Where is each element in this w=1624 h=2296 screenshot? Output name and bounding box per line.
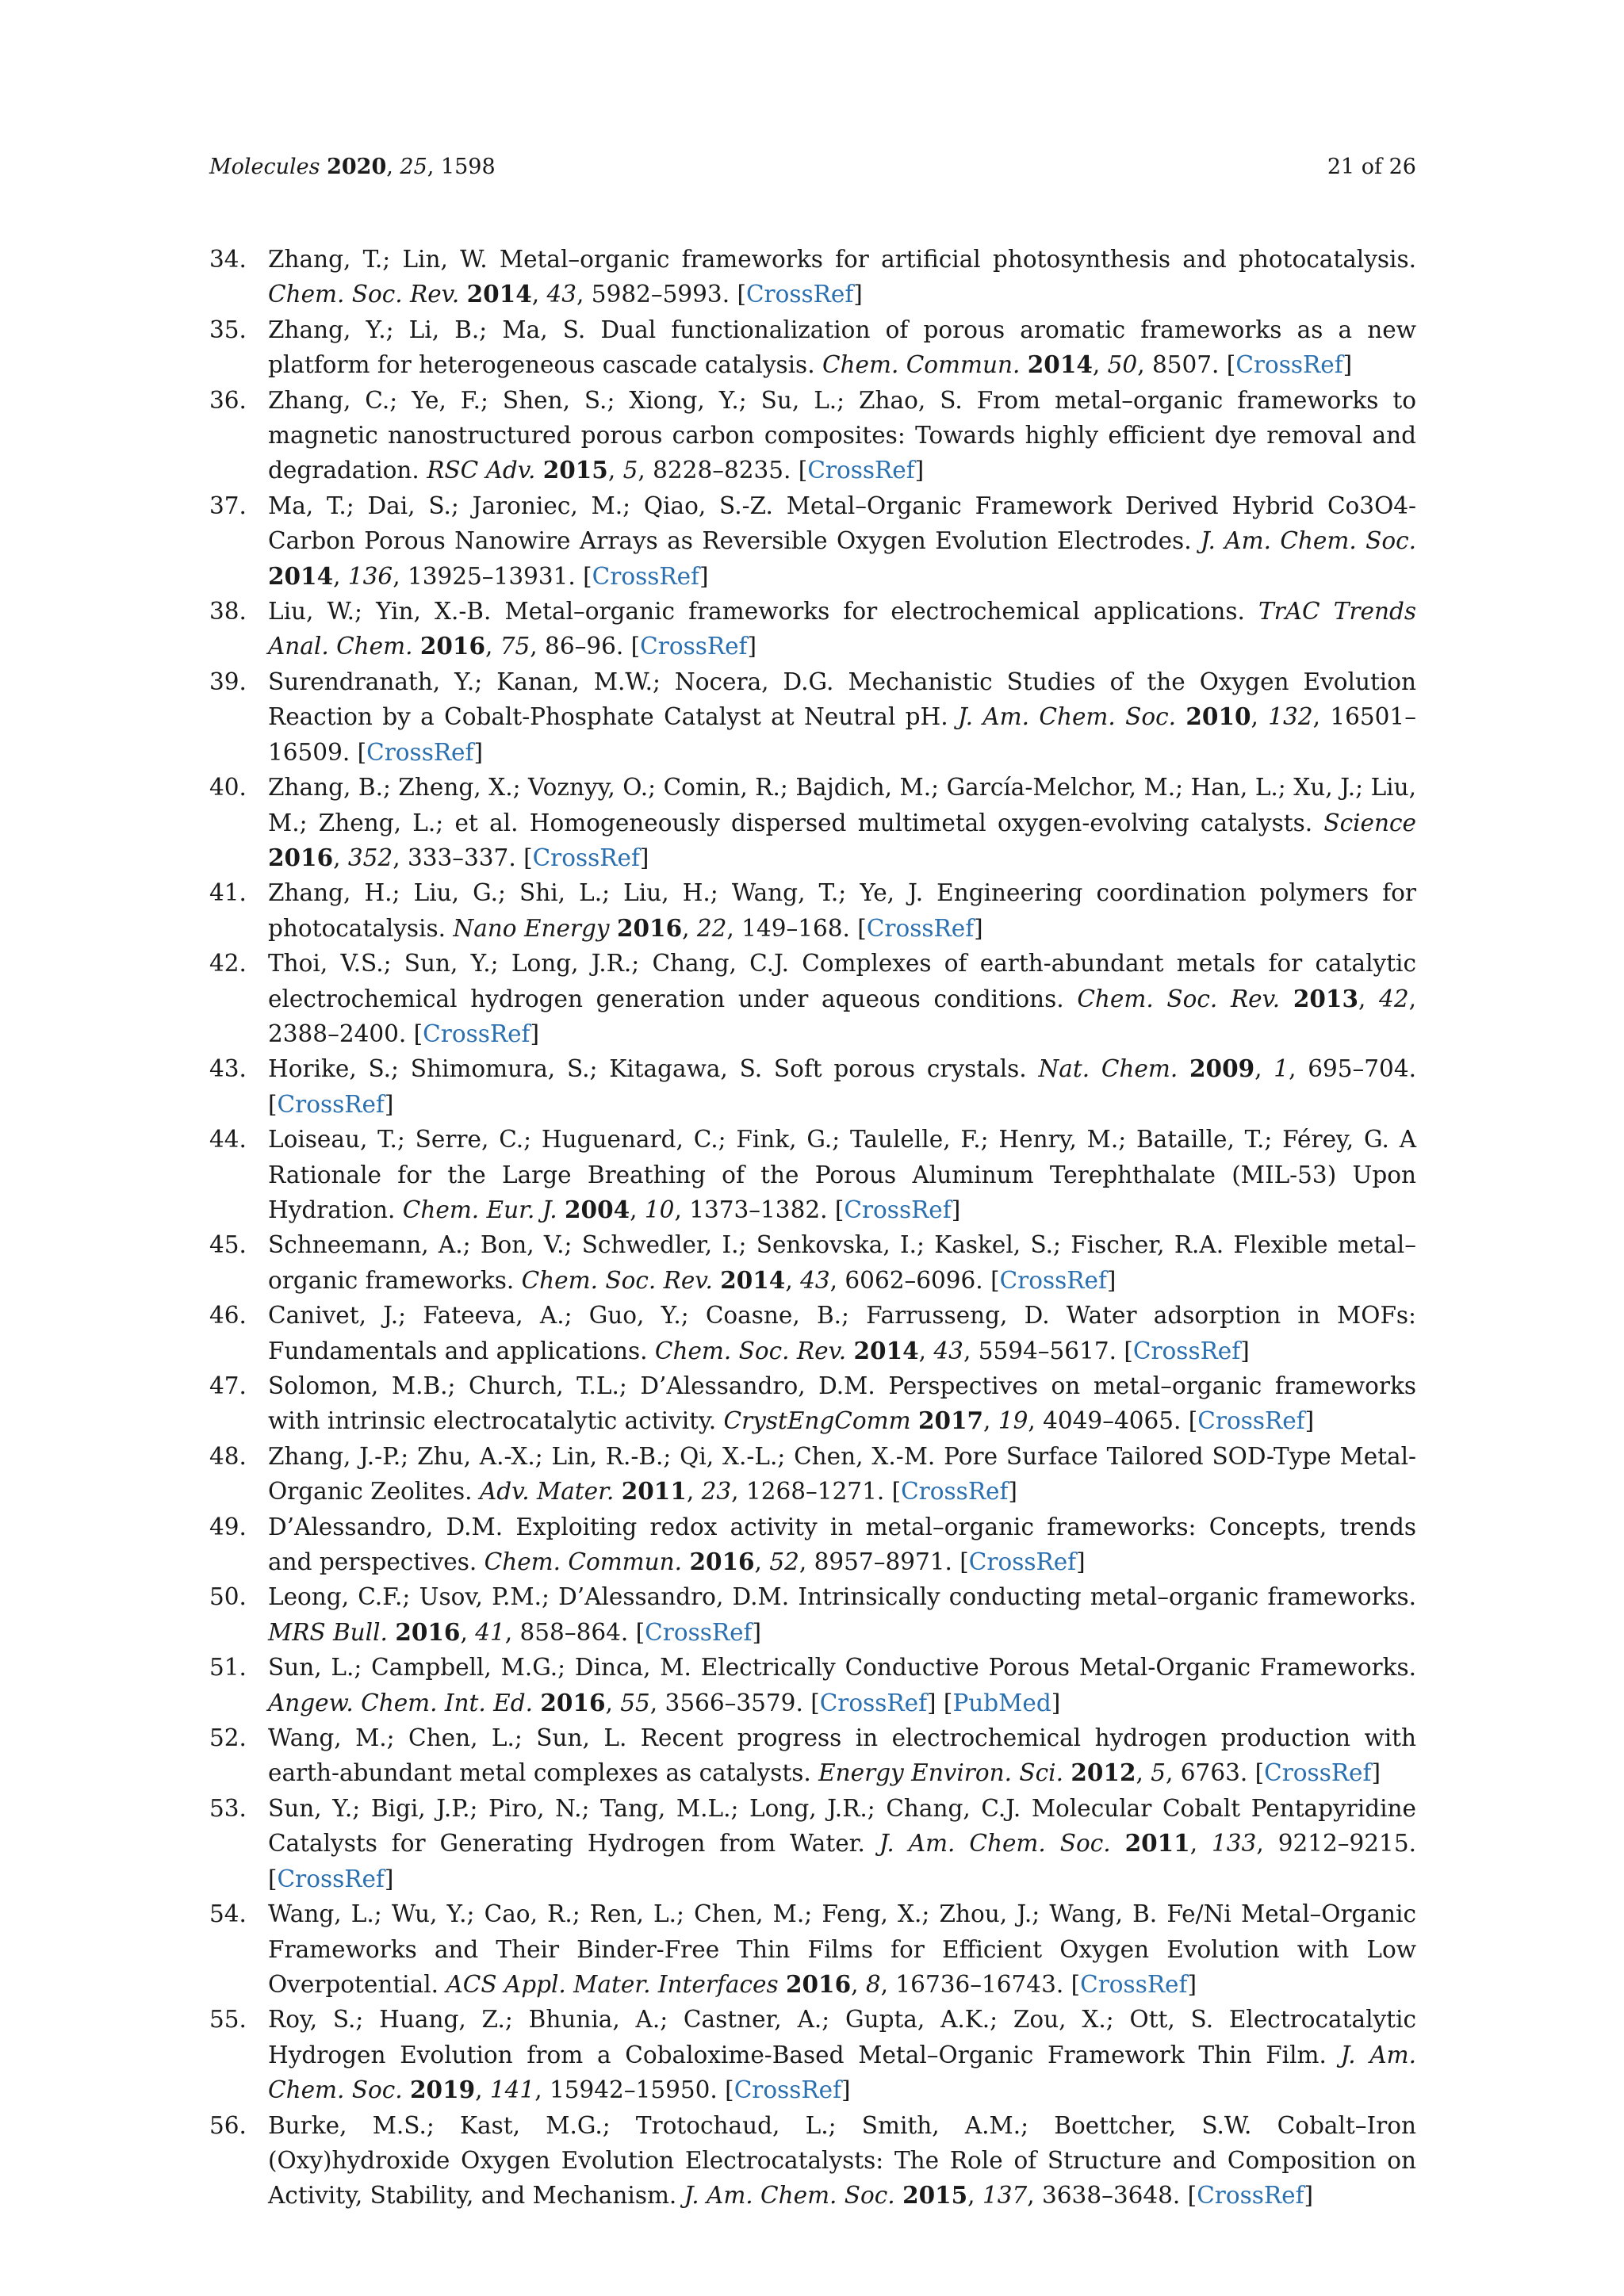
reference-pages: 86–96. <box>545 633 624 660</box>
crossref-link[interactable]: CrossRef <box>1235 351 1343 379</box>
reference-pages: 2388–2400. <box>268 1020 407 1047</box>
reference-pages: 149–168. <box>741 914 850 942</box>
reference-pages: 1268–1271. <box>745 1478 885 1506</box>
reference-text: D’Alessandro, D.M. Exploiting redox activity in metal–organic frameworks: Concepts, trends and perspectives. <box>268 1513 1416 1576</box>
reference-volume: 50 <box>1107 351 1138 379</box>
reference-year: 2019 <box>410 2076 476 2104</box>
reference-year: 2014 <box>268 561 334 590</box>
reference-number: 48. <box>209 1442 247 1470</box>
reference-journal: ACS Appl. Mater. Interfaces <box>446 1970 779 1998</box>
reference-journal: Angew. Chem. Int. Ed. <box>268 1689 533 1716</box>
reference-year: 2014 <box>1027 350 1093 379</box>
reference-number: 36. <box>209 386 247 414</box>
reference-text: Loiseau, T.; Serre, C.; Huguenard, C.; Fink, G.; Taulelle, F.; Henry, M.; Bataille, T.; Férey, G. A Rationale for the Large Breathing of the Porous Aluminum Terephthalate (MIL-53) Upon Hydration. <box>268 1126 1416 1223</box>
reference-year: 2013 <box>1293 984 1358 1012</box>
reference-journal: Chem. Soc. Rev. <box>268 281 460 308</box>
reference-number: 56. <box>209 2111 247 2139</box>
reference-item: 52. Wang, M.; Chen, L.; Sun, L. Recent progress in electrochemical hydrogen production with earth-abundant metal complexes as catalysts. Energy Environ. Sci. 2012, 5, 6763. [CrossRef] <box>209 1720 1416 1791</box>
reference-volume: 41 <box>475 1618 505 1646</box>
reference-year: 2016 <box>616 913 683 942</box>
reference-journal: J. Am. Chem. Soc. <box>268 2041 1416 2104</box>
crossref-link[interactable]: CrossRef <box>645 1618 753 1646</box>
reference-item: 45. Schneemann, A.; Bon, V.; Schwedler, I.; Senkovska, I.; Kaskel, S.; Fischer, R.A. Flexible metal–organic frameworks. Chem. Soc. Rev. 2014, 43, 6062–6096. [CrossRef] <box>209 1227 1416 1298</box>
reference-pages: 6763. <box>1180 1759 1248 1787</box>
reference-item: 38. Liu, W.; Yin, X.-B. Metal–organic frameworks for electrochemical applications. TrAC Trends Anal. Chem. 2016, 75, 86–96. [CrossRef] <box>209 594 1416 664</box>
reference-text: Ma, T.; Dai, S.; Jaroniec, M.; Qiao, S.-Z. Metal–Organic Framework Derived Hybrid Co3O4-Carbon Porous Nanowire Arrays as Reversible Oxygen Evolution Electrodes. <box>268 492 1416 555</box>
crossref-link[interactable]: CrossRef <box>532 844 640 871</box>
reference-text: Zhang, Y.; Li, B.; Ma, S. Dual functionalization of porous aromatic frameworks as a new platform for heterogeneous cascade catalysis. <box>268 316 1416 379</box>
crossref-link[interactable]: CrossRef <box>999 1266 1107 1294</box>
reference-volume: 43 <box>933 1337 963 1364</box>
reference-journal: J. Am. Chem. Soc. <box>1200 527 1416 555</box>
crossref-link[interactable]: CrossRef <box>1080 1970 1188 1998</box>
reference-year: 2015 <box>902 2181 968 2210</box>
reference-number: 37. <box>209 492 247 519</box>
reference-volume: 8 <box>865 1970 881 1998</box>
reference-pages: 8507. <box>1151 351 1220 379</box>
reference-number: 43. <box>209 1055 247 1083</box>
reference-year: 2014 <box>720 1265 786 1294</box>
reference-journal: J. Am. Chem. Soc. <box>958 703 1177 731</box>
crossref-link[interactable]: CrossRef <box>745 281 854 308</box>
reference-pages: 16501–16509. <box>268 703 1416 766</box>
reference-year: 2016 <box>785 1969 852 1998</box>
crossref-link[interactable]: CrossRef <box>901 1478 1009 1506</box>
reference-pages: 3566–3579. <box>665 1689 803 1716</box>
reference-journal: Chem. Soc. Rev. <box>1077 985 1281 1012</box>
reference-item: 37. Ma, T.; Dai, S.; Jaroniec, M.; Qiao, S.-Z. Metal–Organic Framework Derived Hybrid Co3O4-Carbon Porous Nanowire Arrays as Reversible Oxygen Evolution Electrodes. J. Am. Chem. Soc. 2014, 136, 13925–13931. [CrossRef] <box>209 488 1416 594</box>
reference-pages: 858–864. <box>519 1618 629 1646</box>
reference-item: 46. Canivet, J.; Fateeva, A.; Guo, Y.; Coasne, B.; Farrusseng, D. Water adsorption in MOFs: Fundamentals and applications. Chem. Soc. Rev. 2014, 43, 5594–5617. [CrossRef] <box>209 1298 1416 1368</box>
reference-year: 2009 <box>1189 1054 1255 1083</box>
reference-item: 34. Zhang, T.; Lin, W. Metal–organic frameworks for artificial photosynthesis and photocatalysis. Chem. Soc. Rev. 2014, 43, 5982–5993. [CrossRef] <box>209 242 1416 312</box>
reference-text: Horike, S.; Shimomura, S.; Kitagawa, S. Soft porous crystals. <box>268 1055 1027 1083</box>
reference-volume: 5 <box>622 457 638 484</box>
reference-number: 47. <box>209 1372 247 1399</box>
reference-year: 2011 <box>621 1477 687 1506</box>
reference-text: Thoi, V.S.; Sun, Y.; Long, J.R.; Chang, C.J. Complexes of earth-abundant metals for catalytic electrochemical hydrogen generation under aqueous conditions. <box>268 950 1416 1012</box>
reference-item: 51. Sun, L.; Campbell, M.G.; Dinca, M. Electrically Conductive Porous Metal-Organic Frameworks. Angew. Chem. Int. Ed. 2016, 55, 3566–3579. [CrossRef] [PubMed] <box>209 1650 1416 1720</box>
reference-item: 55. Roy, S.; Huang, Z.; Bhunia, A.; Castner, A.; Gupta, A.K.; Zou, X.; Ott, S. Electrocatalytic Hydrogen Evolution from a Cobaloxime-Based Metal–Organic Framework Thin Film. J. Am. Chem. Soc. 2019, 141, 15942–15950. [CrossRef] <box>209 2002 1416 2107</box>
reference-text: Leong, C.F.; Usov, P.M.; D’Alessandro, D.M. Intrinsically conducting metal–organic frameworks. <box>268 1583 1416 1611</box>
reference-year: 2015 <box>542 456 608 484</box>
reference-number: 39. <box>209 668 247 695</box>
journal-name: Molecules <box>209 155 320 179</box>
reference-pages: 13925–13931. <box>407 562 576 590</box>
reference-number: 40. <box>209 774 247 802</box>
reference-year: 2014 <box>466 280 532 308</box>
reference-volume: 43 <box>546 281 577 308</box>
reference-pages: 8228–8235. <box>653 457 791 484</box>
reference-volume: 1 <box>1274 1055 1289 1083</box>
reference-number: 55. <box>209 2006 247 2034</box>
reference-volume: 133 <box>1212 1830 1257 1858</box>
reference-year: 2017 <box>917 1406 984 1435</box>
crossref-link[interactable]: CrossRef <box>1197 2182 1304 2210</box>
reference-number: 51. <box>209 1654 247 1682</box>
page-header <box>209 151 1416 183</box>
crossref-link[interactable]: CrossRef <box>423 1020 530 1047</box>
reference-text: Surendranath, Y.; Kanan, M.W.; Nocera, D.G. Mechanistic Studies of the Oxygen Evolution Reaction by a Cobalt-Phosphate Catalyst at Neutral pH. <box>268 668 1416 731</box>
reference-volume: 19 <box>998 1407 1028 1435</box>
reference-journal: Nano Energy <box>453 914 610 942</box>
reference-year: 2014 <box>853 1336 919 1364</box>
reference-number: 53. <box>209 1794 247 1822</box>
reference-text: Zhang, H.; Liu, G.; Shi, L.; Liu, H.; Wang, T.; Ye, J. Engineering coordination polymers for photocatalysis. <box>268 879 1416 942</box>
reference-year: 2010 <box>1185 702 1251 731</box>
reference-year: 2016 <box>419 632 485 660</box>
reference-year: 2016 <box>540 1688 606 1716</box>
reference-text: Liu, W.; Yin, X.-B. Metal–organic frameworks for electrochemical applications. <box>268 598 1245 626</box>
reference-item: 48. Zhang, J.-P.; Zhu, A.-X.; Lin, R.-B.; Qi, X.-L.; Chen, X.-M. Pore Surface Tailored SOD-Type Metal-Organic Zeolites. Adv. Mater. 2011, 23, 1268–1271. [CrossRef] <box>209 1439 1416 1510</box>
reference-number: 38. <box>209 598 247 626</box>
article-number: 1598 <box>440 155 496 179</box>
reference-number: 42. <box>209 950 247 978</box>
reference-item: 54. Wang, L.; Wu, Y.; Cao, R.; Ren, L.; Chen, M.; Feng, X.; Zhou, J.; Wang, B. Fe/Ni Metal–Organic Frameworks and Their Binder-Free Thin Films for Efficient Oxygen Evolution with Low Overpotential. ACS Appl. Mater. Interfaces 2016, 8, 16736–16743. [CrossRef] <box>209 1896 1416 2002</box>
journal-year: 2020 <box>327 155 387 179</box>
reference-text: Zhang, T.; Lin, W. Metal–organic frameworks for artificial photosynthesis and photocatalysis. <box>268 246 1416 273</box>
crossref-link[interactable]: CrossRef <box>1264 1759 1372 1787</box>
reference-number: 35. <box>209 316 247 343</box>
reference-journal: J. Am. Chem. Soc. <box>684 2182 895 2210</box>
crossref-link[interactable]: CrossRef <box>844 1196 952 1223</box>
reference-journal: RSC Adv. <box>427 457 536 484</box>
reference-volume: 52 <box>769 1548 799 1576</box>
pubmed-link[interactable]: PubMed <box>952 1689 1051 1716</box>
reference-pages: 6062–6096. <box>845 1266 983 1294</box>
reference-volume: 22 <box>696 914 727 942</box>
reference-item: 53. Sun, Y.; Bigi, J.P.; Piro, N.; Tang, M.L.; Long, J.R.; Chang, C.J. Molecular Cobalt Pentapyridine Catalysts for Generating Hydrogen from Water. J. Am. Chem. Soc. 2011, 133, 9212–9215. [CrossRef] <box>209 1791 1416 1896</box>
reference-year: 2011 <box>1124 1829 1190 1858</box>
reference-number: 34. <box>209 246 247 273</box>
reference-journal: J. Am. Chem. Soc. <box>879 1830 1111 1858</box>
reference-year: 2016 <box>689 1548 755 1576</box>
reference-item: 42. Thoi, V.S.; Sun, Y.; Long, J.R.; Chang, C.J. Complexes of earth-abundant metals for catalytic electrochemical hydrogen generation under aqueous conditions. Chem. Soc. Rev. 2013, 42, 2388–2400. [CrossRef] <box>209 946 1416 1051</box>
reference-pages: 3638–3648. <box>1042 2182 1181 2210</box>
journal-volume: 25 <box>400 155 427 179</box>
reference-pages: 333–337. <box>407 844 516 871</box>
reference-item: 36. Zhang, C.; Ye, F.; Shen, S.; Xiong, Y.; Su, L.; Zhao, S. From metal–organic frameworks to magnetic nanostructured porous carbon composites: Towards highly efficient dye removal and degradation. RSC Adv. 2015, 5, 8228–8235. [CrossRef] <box>209 383 1416 488</box>
crossref-link[interactable]: CrossRef <box>866 914 975 942</box>
reference-volume: 75 <box>500 633 530 660</box>
reference-item: 40. Zhang, B.; Zheng, X.; Voznyy, O.; Comin, R.; Bajdich, M.; García-Melchor, M.; Han, L.; Xu, J.; Liu, M.; Zheng, L.; et al. Homogeneously dispersed multimetal oxygen-evolving catalysts. Science 2016, 352, 333–337. [CrossRef] <box>209 770 1416 875</box>
crossref-link[interactable]: CrossRef <box>366 738 474 766</box>
crossref-link[interactable]: CrossRef <box>968 1548 1077 1576</box>
reference-volume: 5 <box>1151 1759 1166 1787</box>
reference-volume: 23 <box>701 1478 732 1506</box>
reference-pages: 15942–15950. <box>549 2076 718 2104</box>
reference-volume: 137 <box>982 2182 1028 2210</box>
reference-pages: 5594–5617. <box>978 1337 1116 1364</box>
reference-item: 49. D’Alessandro, D.M. Exploiting redox activity in metal–organic frameworks: Concepts, trends and perspectives. Chem. Commun. 2016, 52, 8957–8971. [CrossRef] <box>209 1510 1416 1580</box>
crossref-link[interactable]: CrossRef <box>819 1689 928 1716</box>
reference-year: 2016 <box>268 843 334 871</box>
reference-pages: 9212–9215. <box>1277 1830 1416 1858</box>
reference-item: 56. Burke, M.S.; Kast, M.G.; Trotochaud, L.; Smith, A.M.; Boettcher, S.W. Cobalt–Iron (Oxy)hydroxide Oxygen Evolution Electrocatalysts: The Role of Structure and Composition on Activity, Stability, and Mechanism. J. Am. Chem. Soc. 2015, 137, 3638–3648. [CrossRef] <box>209 2108 1416 2214</box>
reference-text: Solomon, M.B.; Church, T.L.; D’Alessandro, D.M. Perspectives on metal–organic frameworks with intrinsic electrocatalytic activity. <box>268 1372 1416 1435</box>
reference-number: 50. <box>209 1583 247 1611</box>
reference-item: 47. Solomon, M.B.; Church, T.L.; D’Alessandro, D.M. Perspectives on metal–organic frameworks with intrinsic electrocatalytic activity. CrystEngComm 2017, 19, 4049–4065. [CrossRef] <box>209 1368 1416 1439</box>
reference-journal: Nat. Chem. <box>1038 1055 1178 1083</box>
reference-item: 39. Surendranath, Y.; Kanan, M.W.; Nocera, D.G. Mechanistic Studies of the Oxygen Evolution Reaction by a Cobalt-Phosphate Catalyst at Neutral pH. J. Am. Chem. Soc. 2010, 132, 16501–16509. [CrossRef] <box>209 664 1416 770</box>
reference-volume: 132 <box>1268 703 1313 731</box>
reference-number: 46. <box>209 1302 247 1330</box>
reference-text: Roy, S.; Huang, Z.; Bhunia, A.; Castner, A.; Gupta, A.K.; Zou, X.; Ott, S. Electrocatalytic Hydrogen Evolution from a Cobaloxime-Based Metal–Organic Framework Thin Film. <box>268 2006 1416 2068</box>
reference-journal: Chem. Soc. Rev. <box>521 1266 713 1294</box>
reference-volume: 141 <box>489 2076 535 2104</box>
reference-text: Zhang, B.; Zheng, X.; Voznyy, O.; Comin, R.; Bajdich, M.; García-Melchor, M.; Han, L.; Xu, J.; Liu, M.; Zheng, L.; et al. Homogeneously dispersed multimetal oxygen-evolving catalysts. <box>268 774 1416 836</box>
crossref-link[interactable]: CrossRef <box>807 457 915 484</box>
reference-text: Burke, M.S.; Kast, M.G.; Trotochaud, L.; Smith, A.M.; Boettcher, S.W. Cobalt–Iron (Oxy)hydroxide Oxygen Evolution Electrocatalysts: The Role of Structure and Composition on Activity, Stability, and Mechanism. <box>268 2111 1416 2210</box>
reference-journal: Energy Environ. Sci. <box>818 1759 1063 1787</box>
reference-volume: 42 <box>1379 985 1409 1012</box>
reference-journal: Chem. Commun. <box>822 351 1021 379</box>
reference-text: Sun, L.; Campbell, M.G.; Dinca, M. Electrically Conductive Porous Metal-Organic Frameworks. <box>268 1654 1416 1682</box>
reference-year: 2012 <box>1071 1758 1136 1787</box>
reference-text: Zhang, C.; Ye, F.; Shen, S.; Xiong, Y.; Su, L.; Zhao, S. From metal–organic frameworks to magnetic nanostructured porous carbon composites: Towards highly efficient dye removal and degradation. <box>268 386 1416 484</box>
reference-item: 35. Zhang, Y.; Li, B.; Ma, S. Dual functionalization of porous aromatic frameworks as a new platform for heterogeneous cascade catalysis. Chem. Commun. 2014, 50, 8507. [CrossRef] <box>209 312 1416 383</box>
reference-pages: 16736–16743. <box>895 1970 1064 1998</box>
journal-citation: Molecules 2020, 25, 1598 <box>209 155 496 179</box>
crossref-link[interactable]: CrossRef <box>1197 1407 1305 1435</box>
reference-text: Sun, Y.; Bigi, J.P.; Piro, N.; Tang, M.L.; Long, J.R.; Chang, C.J. Molecular Cobalt Pentapyridine Catalysts for Generating Hydrogen from Water. <box>268 1794 1416 1858</box>
reference-text: Wang, L.; Wu, Y.; Cao, R.; Ren, L.; Chen, M.; Feng, X.; Zhou, J.; Wang, B. Fe/Ni Metal–Organic Frameworks and Their Binder-Free Thin Films for Efficient Oxygen Evolution with Low Overpotential. <box>268 1900 1416 1998</box>
crossref-link[interactable]: CrossRef <box>277 1865 385 1892</box>
reference-text: Wang, M.; Chen, L.; Sun, L. Recent progress in electrochemical hydrogen production with earth-abundant metal complexes as catalysts. <box>268 1724 1416 1787</box>
reference-text: Schneemann, A.; Bon, V.; Schwedler, I.; Senkovska, I.; Kaskel, S.; Fischer, R.A. Flexible metal–organic frameworks. <box>268 1231 1416 1294</box>
reference-journal: CrystEngComm <box>723 1407 911 1435</box>
reference-text: Zhang, J.-P.; Zhu, A.-X.; Lin, R.-B.; Qi, X.-L.; Chen, X.-M. Pore Surface Tailored SOD-Type Metal-Organic Zeolites. <box>268 1442 1416 1506</box>
reference-number: 41. <box>209 879 247 907</box>
reference-volume: 43 <box>800 1266 830 1294</box>
reference-item: 44. Loiseau, T.; Serre, C.; Huguenard, C.; Fink, G.; Taulelle, F.; Henry, M.; Bataille, T.; Férey, G. A Rationale for the Large Breathing of the Porous Aluminum Terephthalate (MIL-53) Upon Hydration. Chem. Eur. J. 2004, 10, 1373–1382. [CrossRef] <box>209 1122 1416 1227</box>
page-number: 21 of 26 <box>1327 155 1416 179</box>
reference-journal: Chem. Soc. Rev. <box>654 1337 847 1364</box>
reference-number: 49. <box>209 1513 247 1540</box>
reference-journal: TrAC Trends Anal. Chem. <box>268 598 1416 660</box>
reference-number: 44. <box>209 1126 247 1154</box>
crossref-link[interactable]: CrossRef <box>640 633 748 660</box>
reference-volume: 55 <box>620 1689 650 1716</box>
crossref-link[interactable]: CrossRef <box>1132 1337 1241 1364</box>
reference-text: Canivet, J.; Fateeva, A.; Guo, Y.; Coasne, B.; Farrusseng, D. Water adsorption in MOFs: Fundamentals and applications. <box>268 1302 1416 1364</box>
reference-pages: 1373–1382. <box>689 1196 828 1223</box>
reference-item: 43. Horike, S.; Shimomura, S.; Kitagawa, S. Soft porous crystals. Nat. Chem. 2009, 1, 695–704. [CrossRef] <box>209 1051 1416 1122</box>
reference-journal: Chem. Eur. J. <box>402 1196 557 1223</box>
reference-number: 45. <box>209 1231 247 1259</box>
reference-volume: 352 <box>347 844 393 871</box>
crossref-link[interactable]: CrossRef <box>733 2076 841 2104</box>
reference-number: 52. <box>209 1724 247 1752</box>
reference-year: 2016 <box>395 1617 461 1646</box>
reference-volume: 136 <box>347 562 393 590</box>
reference-year: 2004 <box>565 1195 630 1223</box>
reference-pages: 8957–8971. <box>814 1548 952 1576</box>
reference-journal: Chem. Commun. <box>484 1548 683 1576</box>
reference-item: 50. Leong, C.F.; Usov, P.M.; D’Alessandro, D.M. Intrinsically conducting metal–organic frameworks. MRS Bull. 2016, 41, 858–864. [CrossRef] <box>209 1579 1416 1650</box>
reference-pages: 4049–4065. <box>1043 1407 1182 1435</box>
reference-number: 54. <box>209 1900 247 1928</box>
crossref-link[interactable]: CrossRef <box>592 562 699 590</box>
reference-pages: 695–704. <box>1308 1055 1416 1083</box>
reference-journal: MRS Bull. <box>268 1618 388 1646</box>
crossref-link[interactable]: CrossRef <box>277 1090 385 1118</box>
reference-journal: Science <box>1323 809 1416 836</box>
reference-journal: Adv. Mater. <box>479 1478 615 1506</box>
reference-pages: 5982–5993. <box>591 281 730 308</box>
reference-volume: 10 <box>644 1196 675 1223</box>
reference-list <box>209 242 1416 2214</box>
reference-item: 41. Zhang, H.; Liu, G.; Shi, L.; Liu, H.; Wang, T.; Ye, J. Engineering coordination polymers for photocatalysis. Nano Energy 2016, 22, 149–168. [CrossRef] <box>209 875 1416 946</box>
